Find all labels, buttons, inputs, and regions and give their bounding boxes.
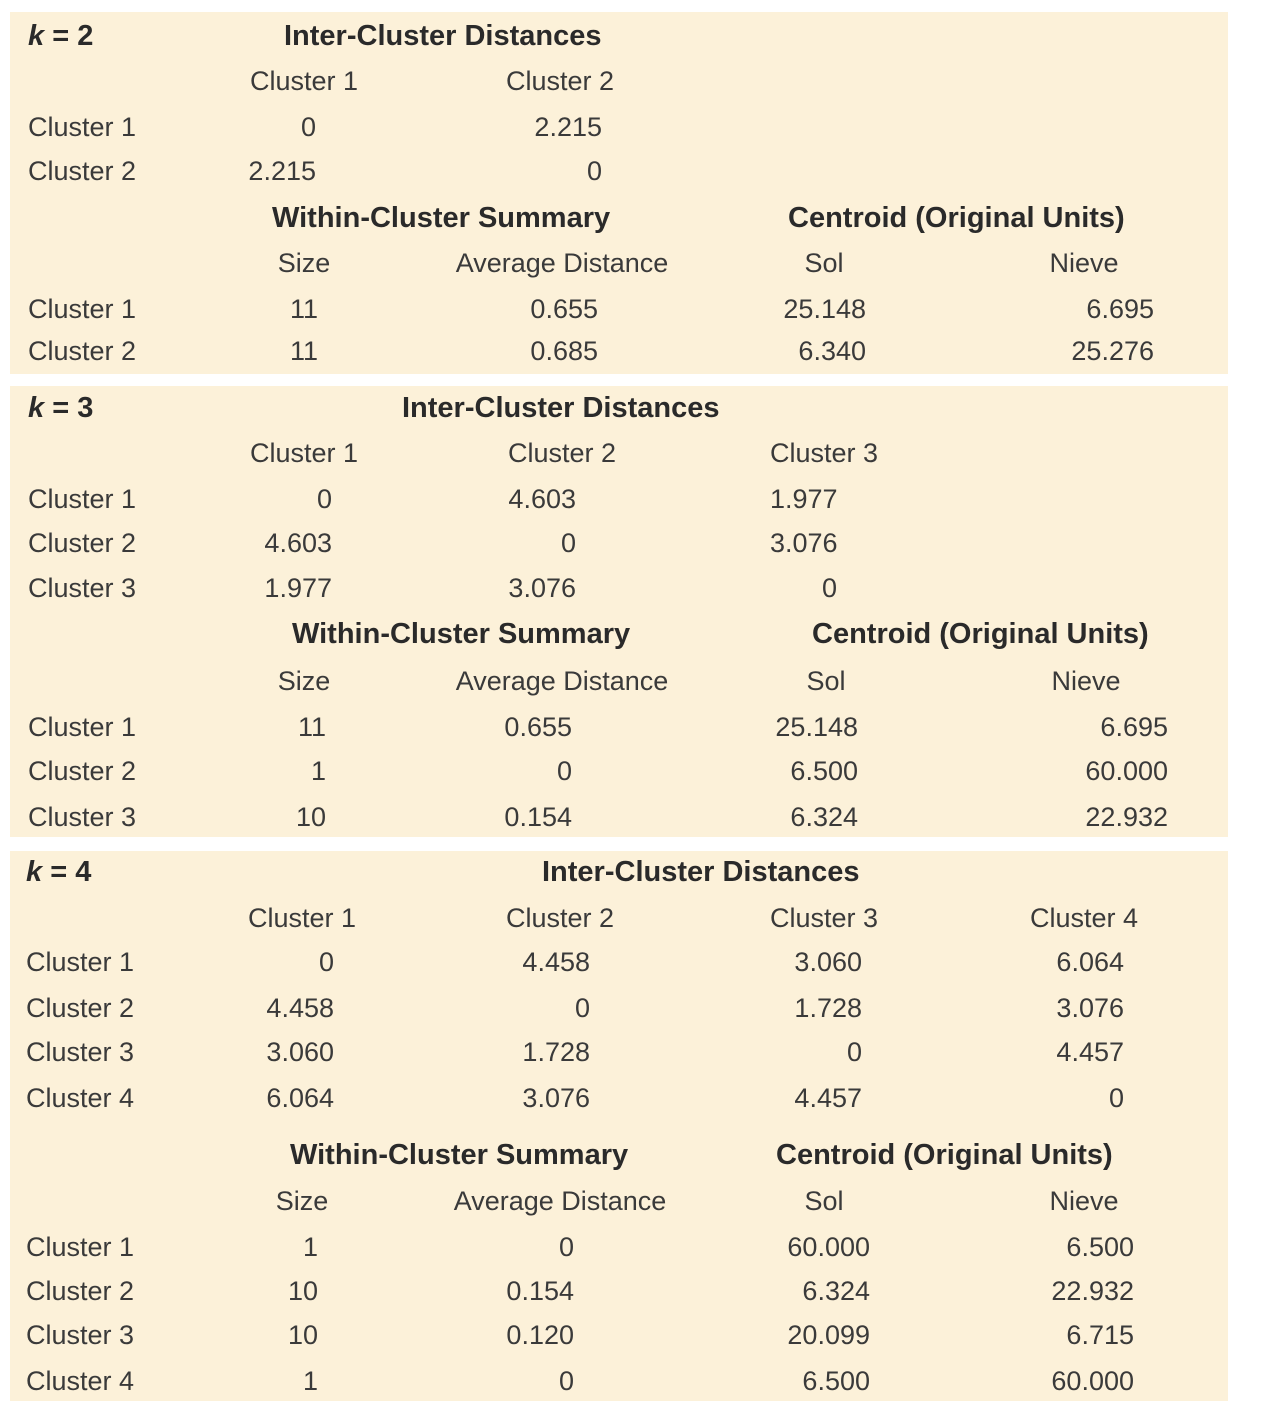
centroid-title: Centroid (Original Units) (776, 1139, 1113, 1171)
inter-cell: 3.060 (266, 1037, 334, 1067)
inter-cell: 3.076 (1056, 993, 1124, 1023)
inter-cell: 4.457 (1056, 1037, 1124, 1067)
nieve-cell: 25.276 (1071, 336, 1154, 366)
inter-col-header: Cluster 4 (1029, 903, 1139, 933)
row-label: Cluster 1 (28, 484, 137, 514)
k-label: k = 4 (26, 856, 92, 888)
inter-cell: 0 (318, 947, 334, 977)
inter-cell: 2.215 (248, 156, 316, 186)
row-label: Cluster 1 (26, 947, 135, 977)
size-cell: 11 (289, 294, 319, 324)
inter-col-header: Cluster 3 (770, 438, 879, 468)
within-cluster-title: Within-Cluster Summary (272, 202, 611, 234)
summary-col-header: Average Distance (455, 666, 669, 696)
inter-col-header: Cluster 3 (769, 903, 879, 933)
sol-cell: 20.099 (787, 1320, 870, 1350)
row-label: Cluster 2 (26, 993, 135, 1023)
avg-distance-cell: 0.154 (506, 1276, 574, 1306)
inter-cell: 4.603 (508, 484, 576, 514)
sol-cell: 6.324 (790, 802, 858, 832)
avg-distance-cell: 0.685 (530, 336, 598, 366)
inter-cluster-title: Inter-Cluster Distances (542, 856, 860, 888)
row-label: Cluster 2 (26, 1276, 135, 1306)
row-label: Cluster 4 (26, 1366, 135, 1396)
summary-col-header: Nieve (1049, 248, 1119, 278)
sol-cell: 6.324 (802, 1276, 870, 1306)
sol-cell: 6.340 (798, 336, 866, 366)
inter-cell: 0 (846, 1037, 862, 1067)
inter-cluster-title: Inter-Cluster Distances (284, 20, 602, 52)
row-label: Cluster 4 (26, 1083, 135, 1113)
row-label: Cluster 2 (28, 756, 137, 786)
nieve-cell: 6.695 (1086, 294, 1154, 324)
inter-cell: 2.215 (534, 112, 602, 142)
inter-cell: 1.977 (770, 484, 838, 514)
sol-cell: 6.500 (790, 756, 858, 786)
avg-distance-cell: 0 (558, 1232, 574, 1262)
summary-col-header: Average Distance (453, 1186, 667, 1216)
size-cell: 10 (287, 1276, 318, 1306)
inter-col-header: Cluster 2 (505, 903, 615, 933)
sol-cell: 6.500 (802, 1366, 870, 1396)
nieve-cell: 60.000 (1051, 1366, 1134, 1396)
inter-cell: 4.458 (522, 947, 590, 977)
inter-cell: 3.076 (522, 1083, 590, 1113)
summary-col-header: Sol (804, 1186, 844, 1216)
row-label: Cluster 3 (28, 573, 137, 603)
inter-cell: 3.076 (508, 573, 576, 603)
within-cluster-title: Within-Cluster Summary (292, 618, 631, 650)
centroid-title: Centroid (Original Units) (812, 618, 1149, 650)
summary-col-header: Sol (806, 666, 846, 696)
row-label: Cluster 3 (26, 1037, 135, 1067)
size-cell: 1 (310, 756, 326, 786)
inter-cell: 0 (560, 528, 576, 558)
avg-distance-cell: 0 (556, 756, 572, 786)
nieve-cell: 6.500 (1066, 1232, 1134, 1262)
inter-cell: 1.728 (522, 1037, 590, 1067)
inter-cell: 6.064 (1056, 947, 1124, 977)
inter-cell: 0 (316, 484, 332, 514)
nieve-cell: 6.715 (1066, 1320, 1134, 1350)
row-label: Cluster 1 (28, 712, 137, 742)
inter-cell: 3.060 (794, 947, 862, 977)
inter-cell: 0 (586, 156, 602, 186)
panel-k4 (10, 851, 1228, 1401)
nieve-cell: 22.932 (1051, 1276, 1134, 1306)
summary-col-header: Sol (804, 248, 844, 278)
inter-cell: 0 (574, 993, 590, 1023)
row-label: Cluster 3 (26, 1320, 135, 1350)
nieve-cell: 6.695 (1100, 712, 1168, 742)
size-cell: 1 (302, 1232, 318, 1262)
summary-col-header: Nieve (1051, 666, 1121, 696)
avg-distance-cell: 0.120 (506, 1320, 574, 1350)
avg-distance-cell: 0.154 (504, 802, 572, 832)
inter-cell: 4.457 (794, 1083, 862, 1113)
inter-cell: 0 (1108, 1083, 1124, 1113)
inter-cell: 1.977 (264, 573, 332, 603)
row-label: Cluster 1 (26, 1232, 135, 1262)
row-label: Cluster 2 (28, 528, 137, 558)
inter-cell: 0 (300, 112, 316, 142)
size-cell: 1 (302, 1366, 318, 1396)
row-label: Cluster 2 (28, 336, 137, 366)
summary-col-header: Size (275, 1186, 329, 1216)
inter-col-header: Cluster 2 (505, 66, 615, 96)
sol-cell: 25.148 (775, 712, 858, 742)
k-label: k = 2 (28, 20, 94, 52)
size-cell: 10 (287, 1320, 318, 1350)
summary-col-header: Size (277, 248, 331, 278)
avg-distance-cell: 0.655 (530, 294, 598, 324)
summary-col-header: Nieve (1049, 1186, 1119, 1216)
k-label: k = 3 (28, 392, 94, 424)
avg-distance-cell: 0.655 (504, 712, 572, 742)
inter-cell: 3.076 (770, 528, 838, 558)
summary-col-header: Average Distance (455, 248, 669, 278)
size-cell: 11 (289, 336, 319, 366)
centroid-title: Centroid (Original Units) (788, 202, 1125, 234)
nieve-cell: 22.932 (1085, 802, 1168, 832)
row-label: Cluster 1 (28, 294, 137, 324)
inter-cell: 1.728 (794, 993, 862, 1023)
within-cluster-title: Within-Cluster Summary (290, 1139, 629, 1171)
inter-cell: 6.064 (266, 1083, 334, 1113)
inter-col-header: Cluster 1 (247, 903, 357, 933)
row-label: Cluster 2 (28, 156, 137, 186)
inter-cell: 0 (822, 573, 838, 603)
size-cell: 11 (297, 712, 326, 742)
inter-col-header: Cluster 1 (249, 66, 359, 96)
inter-col-header: Cluster 2 (507, 438, 617, 468)
sol-cell: 60.000 (787, 1232, 870, 1262)
row-label: Cluster 1 (28, 112, 137, 142)
summary-col-header: Size (277, 666, 331, 696)
panel-k2 (10, 12, 1228, 374)
avg-distance-cell: 0 (558, 1366, 574, 1396)
inter-cell: 4.603 (264, 528, 332, 558)
sol-cell: 25.148 (783, 294, 866, 324)
size-cell: 10 (295, 802, 326, 832)
inter-col-header: Cluster 1 (249, 438, 359, 468)
row-label: Cluster 3 (28, 802, 137, 832)
nieve-cell: 60.000 (1085, 756, 1168, 786)
panel-k3 (10, 386, 1228, 837)
inter-cluster-title: Inter-Cluster Distances (402, 392, 720, 424)
inter-cell: 4.458 (266, 993, 334, 1023)
